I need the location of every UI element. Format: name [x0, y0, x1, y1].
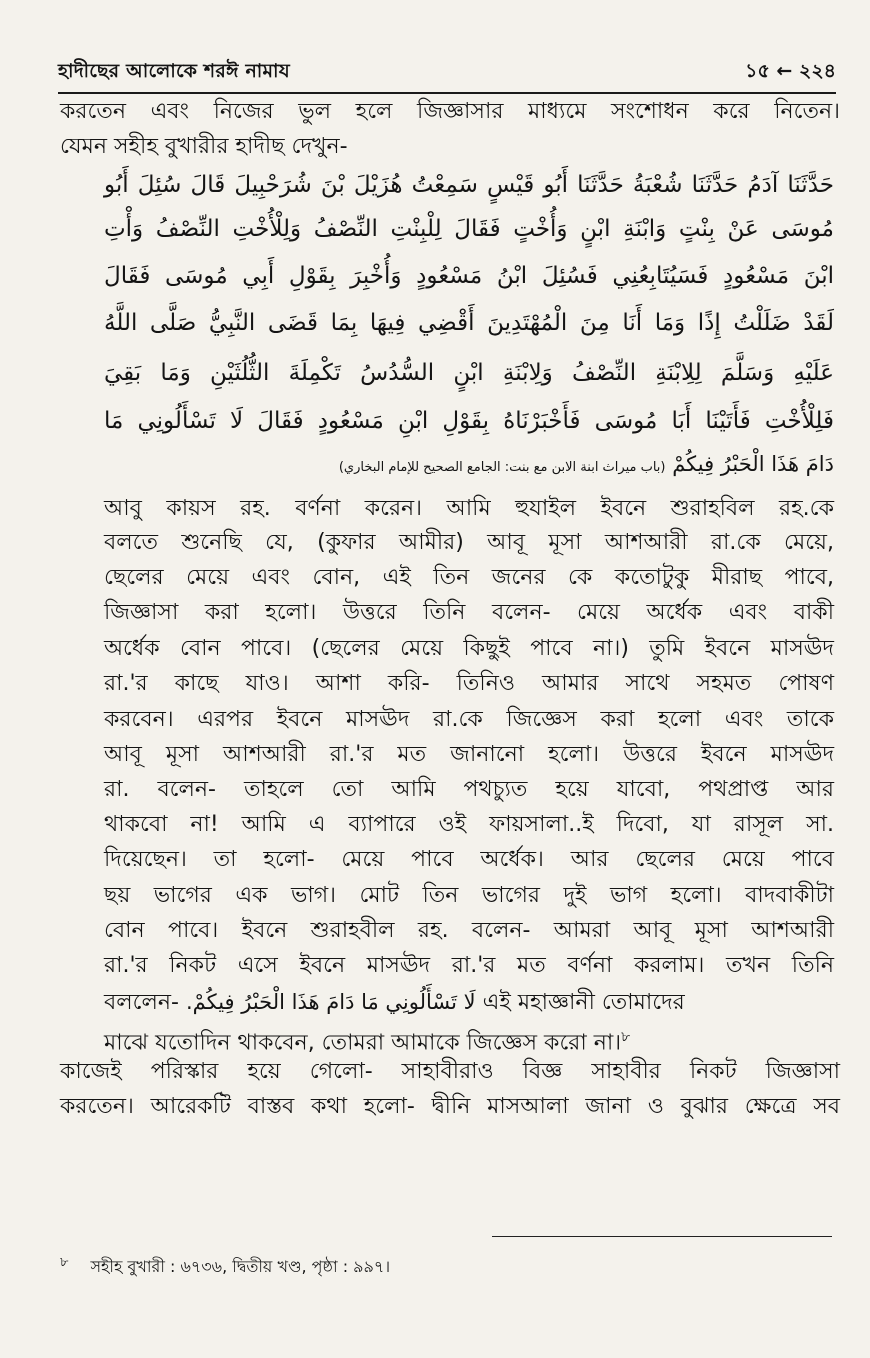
intro-line-1: করতেন এবং নিজের ভুল হলে জিজ্ঞাসার মাধ্যমে সংশোধন করে নিতেন। — [60, 99, 840, 124]
translation-text: এই মহাজ্ঞানী তোমাদের — [482, 990, 685, 1015]
translation-line: রা.'র নিকট এসে ইবনে মাসঊদ রা.'র মত বর্ণনা করলাম। তখন তিনি — [104, 953, 834, 978]
page-reference: ১৫ ← ২২৪ — [745, 60, 836, 82]
translation-line: রা.'র কাছে যাও। আশা করি- তিনিও আমার সাথে সহমত পোষণ — [104, 671, 834, 696]
running-title: হাদীছের আলোকে শরঈ নামায — [58, 60, 290, 82]
translation-line: বোন পাবে। ইবনে শুরাহবীল রহ. বলেন- আমরা আবূ মূসা আশআরী — [104, 918, 834, 943]
hadith-arabic-line: عَلَيْهِ وَسَلَّمَ لِلِابْنَةِ النِّصْفُ وَلِابْنَةِ ابْنٍ السُّدُسُ تَكْمِلَةَ الثُّلُثَيْنِ وَمَا بَقِيَ — [104, 360, 834, 386]
inline-arabic-quote: لَا تَسْأَلُونِي مَا دَامَ هَذَا الْحَبْرُ فِيكُمْ. — [185, 990, 476, 1014]
page-header — [58, 58, 836, 94]
translation-text: বললেন- — [104, 990, 179, 1015]
closing-line: কাজেই পরিস্কার হয়ে গেলো- সাহাবীরাও বিজ্ঞ সাহাবীর নিকট জিজ্ঞাসা — [60, 1059, 840, 1084]
hadith-source-reference: (باب ميراث ابنة الابن مع بنت: الجامع الصحيح للإمام البخاري) — [338, 460, 666, 475]
translation-line: থাকবো না! আমি এ ব্যাপারে ওই ফায়সালা..ই দিবো, যা রাসূল সা. — [104, 812, 834, 837]
translation-line: আবূ মূসা আশআরী রা.'র মত জানানো হলো। উত্তরে ইবনে মাসঊদ — [104, 742, 834, 767]
translation-line: বলতে শুনেছি যে, (কুফার আমীর) আবূ মূসা আশআরী রা.কে মেয়ে, — [104, 530, 834, 555]
translation-text: মাঝে যতোদিন থাকবেন, তোমরা আমাকে জিজ্ঞেস করো না। — [104, 1030, 622, 1056]
footnote-reference: ৮ — [621, 1029, 631, 1045]
hadith-arabic-line: ابْنَ مَسْعُودٍ فَسَيُتَابِعُنِي فَسُئِلَ ابْنُ مَسْعُودٍ وَأُخْبِرَ بِقَوْلِ أَبِي مُوسَى فَقَالَ — [104, 263, 834, 289]
translation-line: ছয় ভাগের এক ভাগ। মোট তিন ভাগের দুই ভাগ হলো। বাদবাকীটা — [104, 883, 834, 908]
footnote-marker: ৮ — [60, 1255, 69, 1270]
hadith-arabic-ending: دَامَ هَذَا الْحَبْرُ فِيكُمْ — [672, 452, 834, 476]
hadith-arabic-line: لَقَدْ ضَلَلْتُ إِذًا وَمَا أَنَا مِنَ الْمُهْتَدِينَ أَقْضِي فِيهَا بِمَا قَضَى النَّبِيُّ صَلَّى اللَّهُ — [104, 310, 834, 336]
footnote-divider — [492, 1236, 832, 1237]
translation-line: জিজ্ঞাসা করা হলো। উত্তরে তিনি বলেন- মেয়ে অর্ধেক এবং বাকী — [104, 600, 834, 625]
footnote-text: সহীহ বুখারী : ৬৭৩৬, দ্বিতীয় খণ্ড, পৃষ্ঠা : ৯৯৭। — [90, 1257, 391, 1276]
translation-line: রা. বলেন- তাহলে তো আমি পথচ্যুত হয়ে যাবো, পথপ্রাপ্ত আর — [104, 777, 834, 802]
translation-mixed-line — [104, 985, 834, 1020]
closing-line: করতেন। আরেকটি বাস্তব কথা হলো- দ্বীনি মাসআলা জানা ও বুঝার ক্ষেত্রে সব — [60, 1094, 840, 1119]
hadith-arabic-line: مُوسَى عَنْ بِنْتٍ وَابْنَةِ ابْنٍ وَأُخْتٍ فَقَالَ لِلْبِنْتِ النِّصْفُ وَلِلْأُخْتِ النِّصْفُ وَأْتِ — [104, 216, 834, 242]
translation-line: করবেন। এরপর ইবনে মাসঊদ রা.কে জিজ্ঞেস করা হলো এবং তাকে — [104, 707, 834, 732]
hadith-arabic-line: فَلِلْأُخْتِ فَأَتَيْنَا أَبَا مُوسَى فَأَخْبَرْنَاهُ بِقَوْلِ ابْنِ مَسْعُودٍ فَقَالَ لَا تَسْأَلُونِي مَا — [104, 408, 834, 434]
hadith-arabic-line: حَدَّثَنَا آدَمُ حَدَّثَنَا شُعْبَةُ حَدَّثَنَا أَبُو قَيْسٍ سَمِعْتُ هُزَيْلَ بْنَ شُرَحْبِيلَ قَالَ سُئِلَ أَبُو — [104, 172, 834, 198]
translation-line: দিয়েছেন। তা হলো- মেয়ে পাবে অর্ধেক। আর ছেলের মেয়ে পাবে — [104, 847, 834, 872]
translation-line: ছেলের মেয়ে এবং বোন, এই তিন জনের কে কতোটুকু মীরাছ পাবে, — [104, 565, 834, 590]
footnote — [60, 1254, 390, 1281]
translation-line: আবু কায়স রহ. বর্ণনা করেন। আমি হুযাইল ইবনে শুরাহবিল রহ.কে — [104, 496, 834, 521]
translation-line: অর্ধেক বোন পাবে। (ছেলের মেয়ে কিছুই পাবে না।) তুমি ইবনে মাসঊদ — [104, 636, 834, 661]
hadith-arabic-last-line — [104, 452, 834, 476]
intro-line-2: যেমন সহীহ বুখারীর হাদীছ দেখুন- — [60, 134, 348, 159]
